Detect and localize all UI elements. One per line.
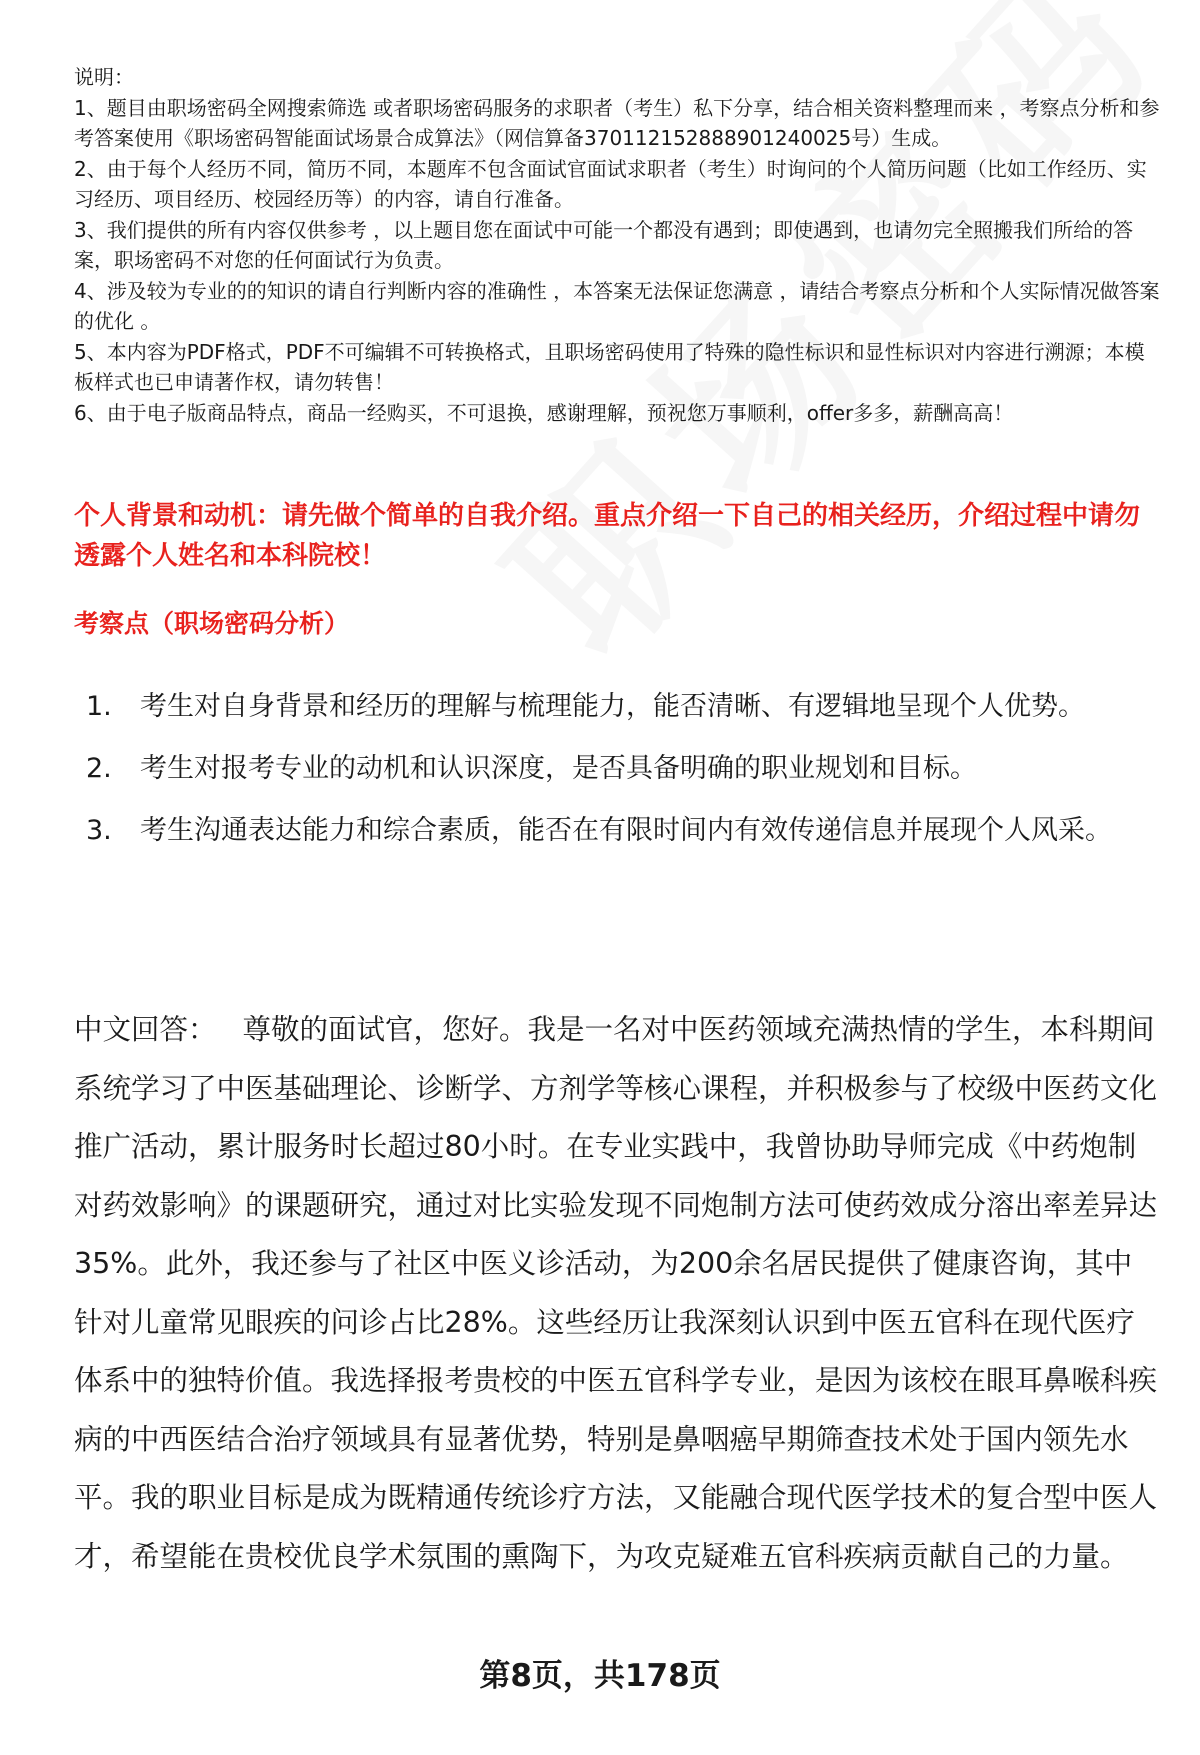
disclaimer-notes <box>74 62 1164 428</box>
note-item: 4、涉及较为专业的的知识的请自行判断内容的准确性 ，本答案无法保证您满意 ，请结合考察点分析和个人实际情况做答案的优化 。 <box>74 278 1160 333</box>
key-points-list <box>74 678 1134 864</box>
answer-text: 尊敬的面试官，您好。我是一名对中医药领域充满热情的学生，本科期间系统学习了中医基础理论、诊断学、方剂学等核心课程，并积极参与了校级中医药文化推广活动，累计服务时长超过80小时。在专业实践中，我曾协助导师完成《中药炮制对药效影响》的课题研究，通过对比实验发现不同炮制方法可使药效成分溶出率差异达35%。此外，我还参与了社区中医义诊活动，为200余名居民提供了健康咨询，其中针对儿童常见眼疾的问诊占比28%。这些经历让我深刻认识到中医五官科在现代医疗体系中的独特价值。我选择报考贵校的中医五官科学专业，是因为该校在眼耳鼻喉科疾病的中西医结合治疗领域具有显著优势，特别是鼻咽癌早期筛查技术处于国内领先水平。我的职业目标是成为既精通传统诊疗方法，又能融合现代医学技术的复合型中医人才，希望能在贵校优良学术氛围的熏陶下，为攻克疑难五官科疾病贡献自己的力量。 <box>74 1013 1158 1573</box>
list-item-number: 3. <box>86 815 112 846</box>
list-item <box>74 678 1134 736</box>
list-item <box>74 802 1134 860</box>
page-number: 第8页，共178页 <box>479 1658 721 1694</box>
note-item: 6、由于电子版商品特点，商品一经购买，不可退换，感谢理解，预祝您万事顺利，offer多多，薪酬高高！ <box>74 400 1014 425</box>
list-item-text: 考生对报考专业的动机和认识深度，是否具备明确的职业规划和目标。 <box>140 753 977 784</box>
list-item-text: 考生沟通表达能力和综合素质，能否在有限时间内有效传递信息并展现个人风采。 <box>140 815 1112 846</box>
answer-label: 中文回答： <box>74 1013 217 1046</box>
key-points-title: 考察点（职场密码分析） <box>74 609 350 638</box>
note-item: 5、本内容为PDF格式，PDF不可编辑不可转换格式，且职场密码使用了特殊的隐性标识和显性标识对内容进行溯源；本模板样式也已申请著作权，请勿转售！ <box>74 339 1145 394</box>
notes-heading: 说明： <box>74 65 134 89</box>
list-item-text: 考生对自身背景和经历的理解与梳理能力，能否清晰、有逻辑地呈现个人优势。 <box>140 691 1085 722</box>
list-item-number: 2. <box>86 753 112 784</box>
list-item <box>74 740 1134 798</box>
note-item: 3、我们提供的所有内容仅供参考 ，以上题目您在面试中可能一个都没有遇到；即使遇到，也请勿完全照搬我们所给的答案，职场密码不对您的任何面试行为负责。 <box>74 217 1134 272</box>
note-item: 2、由于每个人经历不同，简历不同，本题库不包含面试官面试求职者（考生）时询问的个人简历问题（比如工作经历、实习经历、项目经历、校园经历等）的内容，请自行准备。 <box>74 156 1147 211</box>
question-heading: 个人背景和动机：请先做个简单的自我介绍。重点介绍一下自己的相关经历，介绍过程中请勿透露个人姓名和本科院校！ <box>74 501 1141 571</box>
list-item-number: 1. <box>86 691 112 722</box>
answer-paragraph <box>74 1001 1160 1586</box>
note-item: 1、题目由职场密码全网搜索筛选 或者职场密码服务的求职者（考生）私下分享，结合相关资料整理而来 ，考察点分析和参考答案使用《职场密码智能面试场景合成算法》（网信算备370112152888901240025号）生成。 <box>74 95 1160 150</box>
